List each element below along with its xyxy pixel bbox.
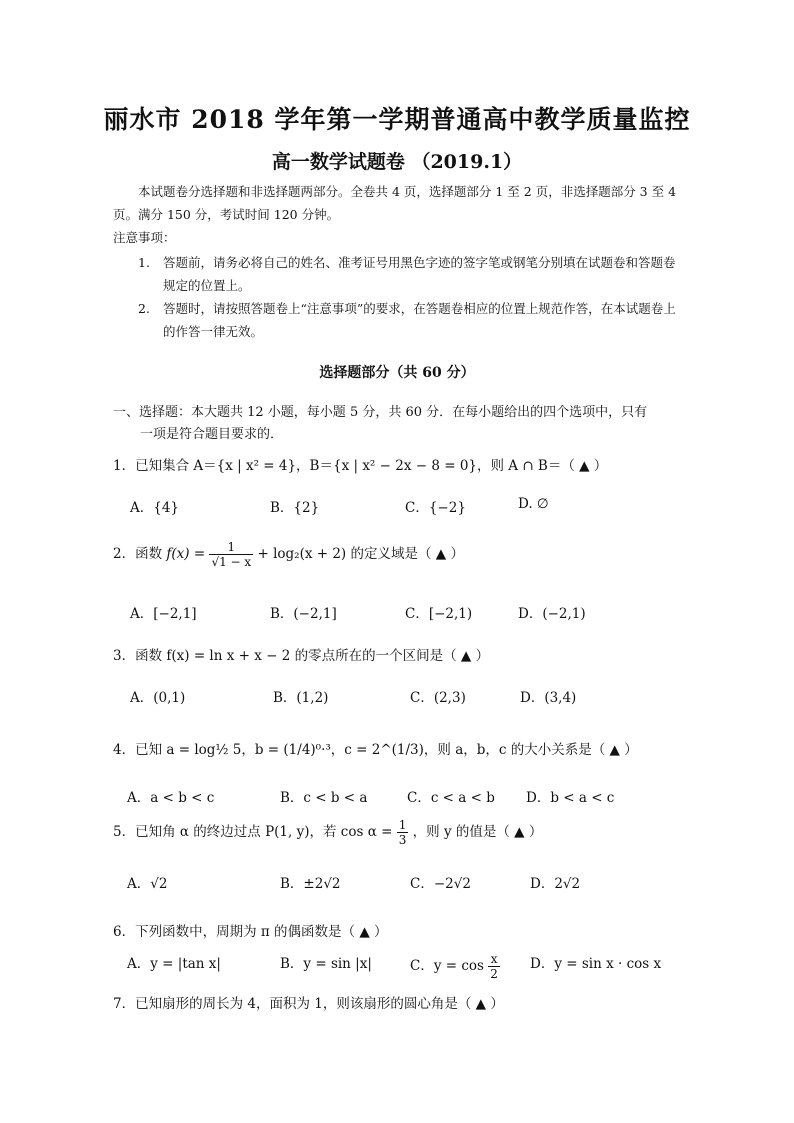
fraction-denominator: 3	[398, 833, 407, 847]
fraction-denominator: 2	[490, 967, 498, 981]
option-c-prefix: C．y = cos	[410, 958, 484, 974]
exam-title: 丽水市 2018 学年第一学期普通高中教学质量监控	[103, 105, 691, 134]
option-d: D. ∅	[518, 496, 549, 512]
fraction-numerator: 1	[209, 540, 253, 555]
option-a: A．(0,1)	[130, 690, 186, 706]
notice-number: 2.	[138, 301, 150, 316]
question-5-fraction	[397, 818, 409, 847]
option-b: B．y = sin |x|	[280, 956, 372, 972]
question-1: 1．已知集合 A＝{x | x² = 4}，B＝{x | x² − 2x − 8 = 0}，则 A ∩ B＝（ ▲ ）	[113, 458, 608, 474]
question-5-suffix: ，则 y 的值是（ ▲ ）	[412, 824, 543, 840]
option-d: D．2√2	[530, 876, 581, 892]
option-d: D．y = sin x · cos x	[530, 956, 662, 972]
option-d: D．(−2,1)	[518, 606, 586, 622]
option-c: C．−2√2	[410, 876, 471, 892]
notice-item	[138, 297, 683, 343]
section-title: 选择题部分（共 60 分）	[319, 365, 475, 381]
fraction-numerator: 1	[398, 818, 407, 832]
question-2-function: f(x) =	[166, 546, 206, 562]
section-instructions	[113, 402, 685, 446]
notice-text: 答题前，请务必将自己的姓名、准考证号用黑色字迹的签字笔或钢笔分别填在试题卷和答题卷规定的位置上。	[163, 255, 676, 293]
option-a: A．{4}	[130, 500, 180, 516]
question-3: 3．函数 f(x) = ln x + x − 2 的零点所在的一个区间是（ ▲ ）	[113, 648, 490, 664]
option-c: C．c < a < b	[407, 790, 495, 806]
option-b: B．(1,2)	[273, 690, 329, 706]
question-4: 4．已知 a = log½ 5，b = (1/4)⁰·³，c = 2^(1/3)，则 a，b，c 的大小关系是（ ▲ ）	[113, 742, 638, 758]
option-c: C．[−2,1)	[405, 606, 473, 622]
notice-item	[138, 251, 683, 297]
question-2-prefix: 2．函数	[113, 546, 163, 562]
option-a: A．a < b < c	[127, 790, 215, 806]
notice-text: 答题时，请按照答题卷上“注意事项”的要求，在答题卷相应的位置上规范作答，在本试题卷上的作答一律无效。	[163, 301, 676, 339]
question-6: 6．下列函数中，周期为 π 的偶函数是（ ▲ ）	[113, 924, 388, 940]
notice-label: 注意事项：	[113, 230, 176, 245]
option-a: A．[−2,1]	[130, 606, 197, 622]
option-c: C．(2,3)	[410, 690, 466, 706]
question-2-suffix: + log₂(x + 2) 的定义域是（ ▲ ）	[257, 546, 464, 562]
option-b: B．{2}	[270, 500, 320, 516]
section-instructions-line1: 一、选择题：本大题共 12 小题，每小题 5 分，共 60 分．在每小题给出的四个选项中，只有	[113, 405, 648, 420]
option-c: C．{−2}	[405, 500, 466, 516]
section-instructions-line2: 一项是符合题目要求的．	[140, 427, 284, 442]
fraction-denominator: √1 − x	[211, 555, 252, 569]
option-d: D．b < a < c	[526, 790, 615, 806]
option-c-fraction	[488, 952, 500, 981]
option-b: B．c < b < a	[280, 790, 368, 806]
option-a: A．√2	[127, 876, 168, 892]
question-5	[113, 818, 693, 847]
question-7: 7．已知扇形的周长为 4，面积为 1，则该扇形的圆心角是（ ▲ ）	[113, 996, 504, 1012]
question-2	[113, 540, 693, 569]
fraction-numerator: x	[488, 952, 500, 967]
notice-number: 1.	[138, 255, 150, 270]
option-b: B．(−2,1]	[270, 606, 337, 622]
question-2-fraction	[209, 540, 253, 569]
option-b: B．±2√2	[280, 876, 341, 892]
question-5-prefix: 5．已知角 α 的终边过点 P(1, y)，若 cos α =	[113, 824, 393, 840]
intro-paragraph: 本试题卷分选择题和非选择题两部分。全卷共 4 页，选择题部分 1 至 2 页，非选择题部分 3 至 4 页。满分 150 分，考试时间 120 分钟。	[113, 184, 677, 222]
option-c	[410, 952, 500, 981]
option-d: D．(3,4)	[520, 690, 577, 706]
option-a: A．y = |tan x|	[127, 956, 221, 972]
exam-subtitle: 高一数学试题卷 （2019.1）	[271, 151, 523, 173]
